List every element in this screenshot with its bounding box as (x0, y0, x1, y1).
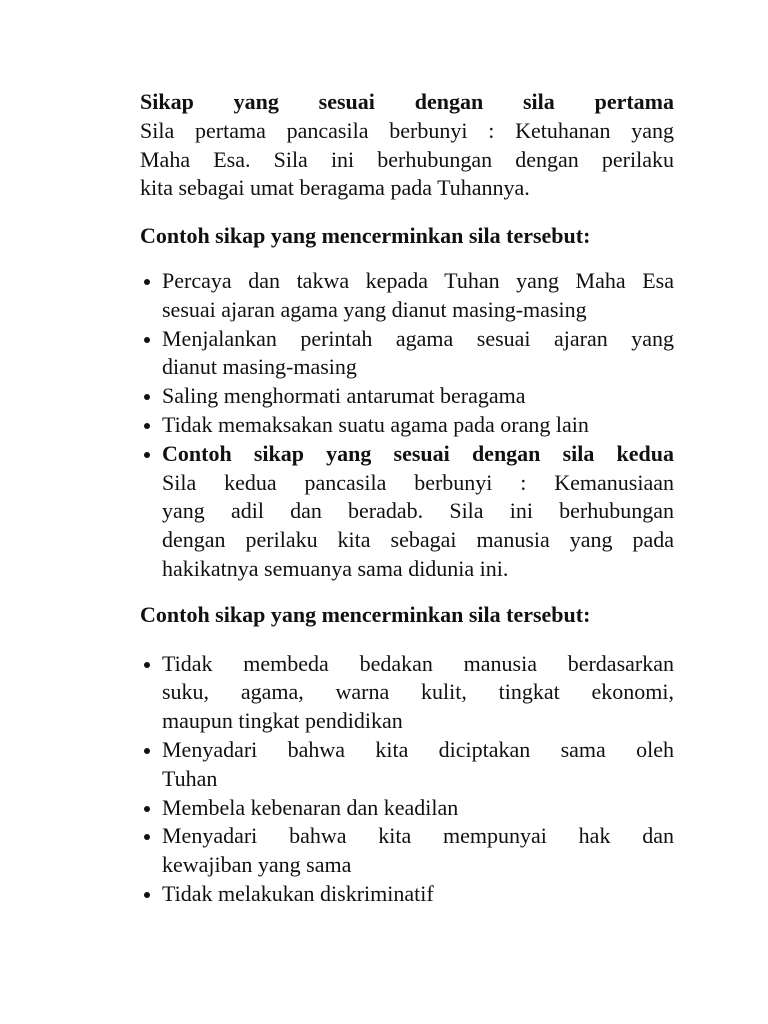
list-item-cont: kewajiban yang sama (162, 852, 352, 878)
list-item: Tidak melakukan diskriminatif (140, 880, 674, 909)
list-item: Menyadari bahwa kita mempunyai hak dan (140, 822, 674, 851)
list-item: Menjalankan perintah agama sesuai ajaran yang (140, 325, 674, 354)
paragraph-line: hakikatnya semuanya sama didunia ini. (162, 555, 509, 581)
list-item: Tidak memaksakan suatu agama pada orang lain (140, 411, 674, 440)
list-item-cont: sesuai ajaran agama yang dianut masing-masing (162, 296, 587, 322)
list-item: Menyadari bahwa kita diciptakan sama oleh (140, 736, 674, 765)
section2-title: Contoh sikap yang sesuai dengan sila kedua (140, 440, 674, 469)
list-item: Tidak membeda bedakan manusia berdasarkan (140, 650, 674, 679)
paragraph-line: Sila kedua pancasila berbunyi : Kemanusiaan (162, 469, 674, 495)
list-item: Percaya dan takwa kepada Tuhan yang Maha Esa (140, 267, 674, 296)
paragraph-line: yang adil dan beradab. Sila ini berhubungan (162, 498, 674, 524)
list-item-cont: Tuhan (162, 765, 218, 791)
paragraph-line: kita sebagai umat beragama pada Tuhannya. (140, 175, 530, 201)
section2-heading: Contoh sikap yang mencerminkan sila tersebut: (140, 601, 591, 627)
list-item-cont: dianut masing-masing (162, 354, 357, 380)
list-item-cont: maupun tingkat pendidikan (162, 708, 403, 734)
list-item: Membela kebenaran dan keadilan (140, 794, 674, 823)
list-item-cont: suku, agama, warna kulit, tingkat ekonomi, (162, 679, 674, 705)
paragraph-line: Maha Esa. Sila ini berhubungan dengan perilaku (140, 146, 674, 172)
list-item: Saling menghormati antarumat beragama (140, 382, 674, 411)
section1-title: Sikap yang sesuai dengan sila pertama (140, 89, 674, 114)
paragraph-line: Sila pertama pancasila berbunyi : Ketuhanan yang (140, 117, 674, 143)
document-page (140, 88, 674, 909)
section1-heading: Contoh sikap yang mencerminkan sila tersebut: (140, 223, 591, 249)
paragraph-line: dengan perilaku kita sebagai manusia yang pada (162, 527, 674, 553)
